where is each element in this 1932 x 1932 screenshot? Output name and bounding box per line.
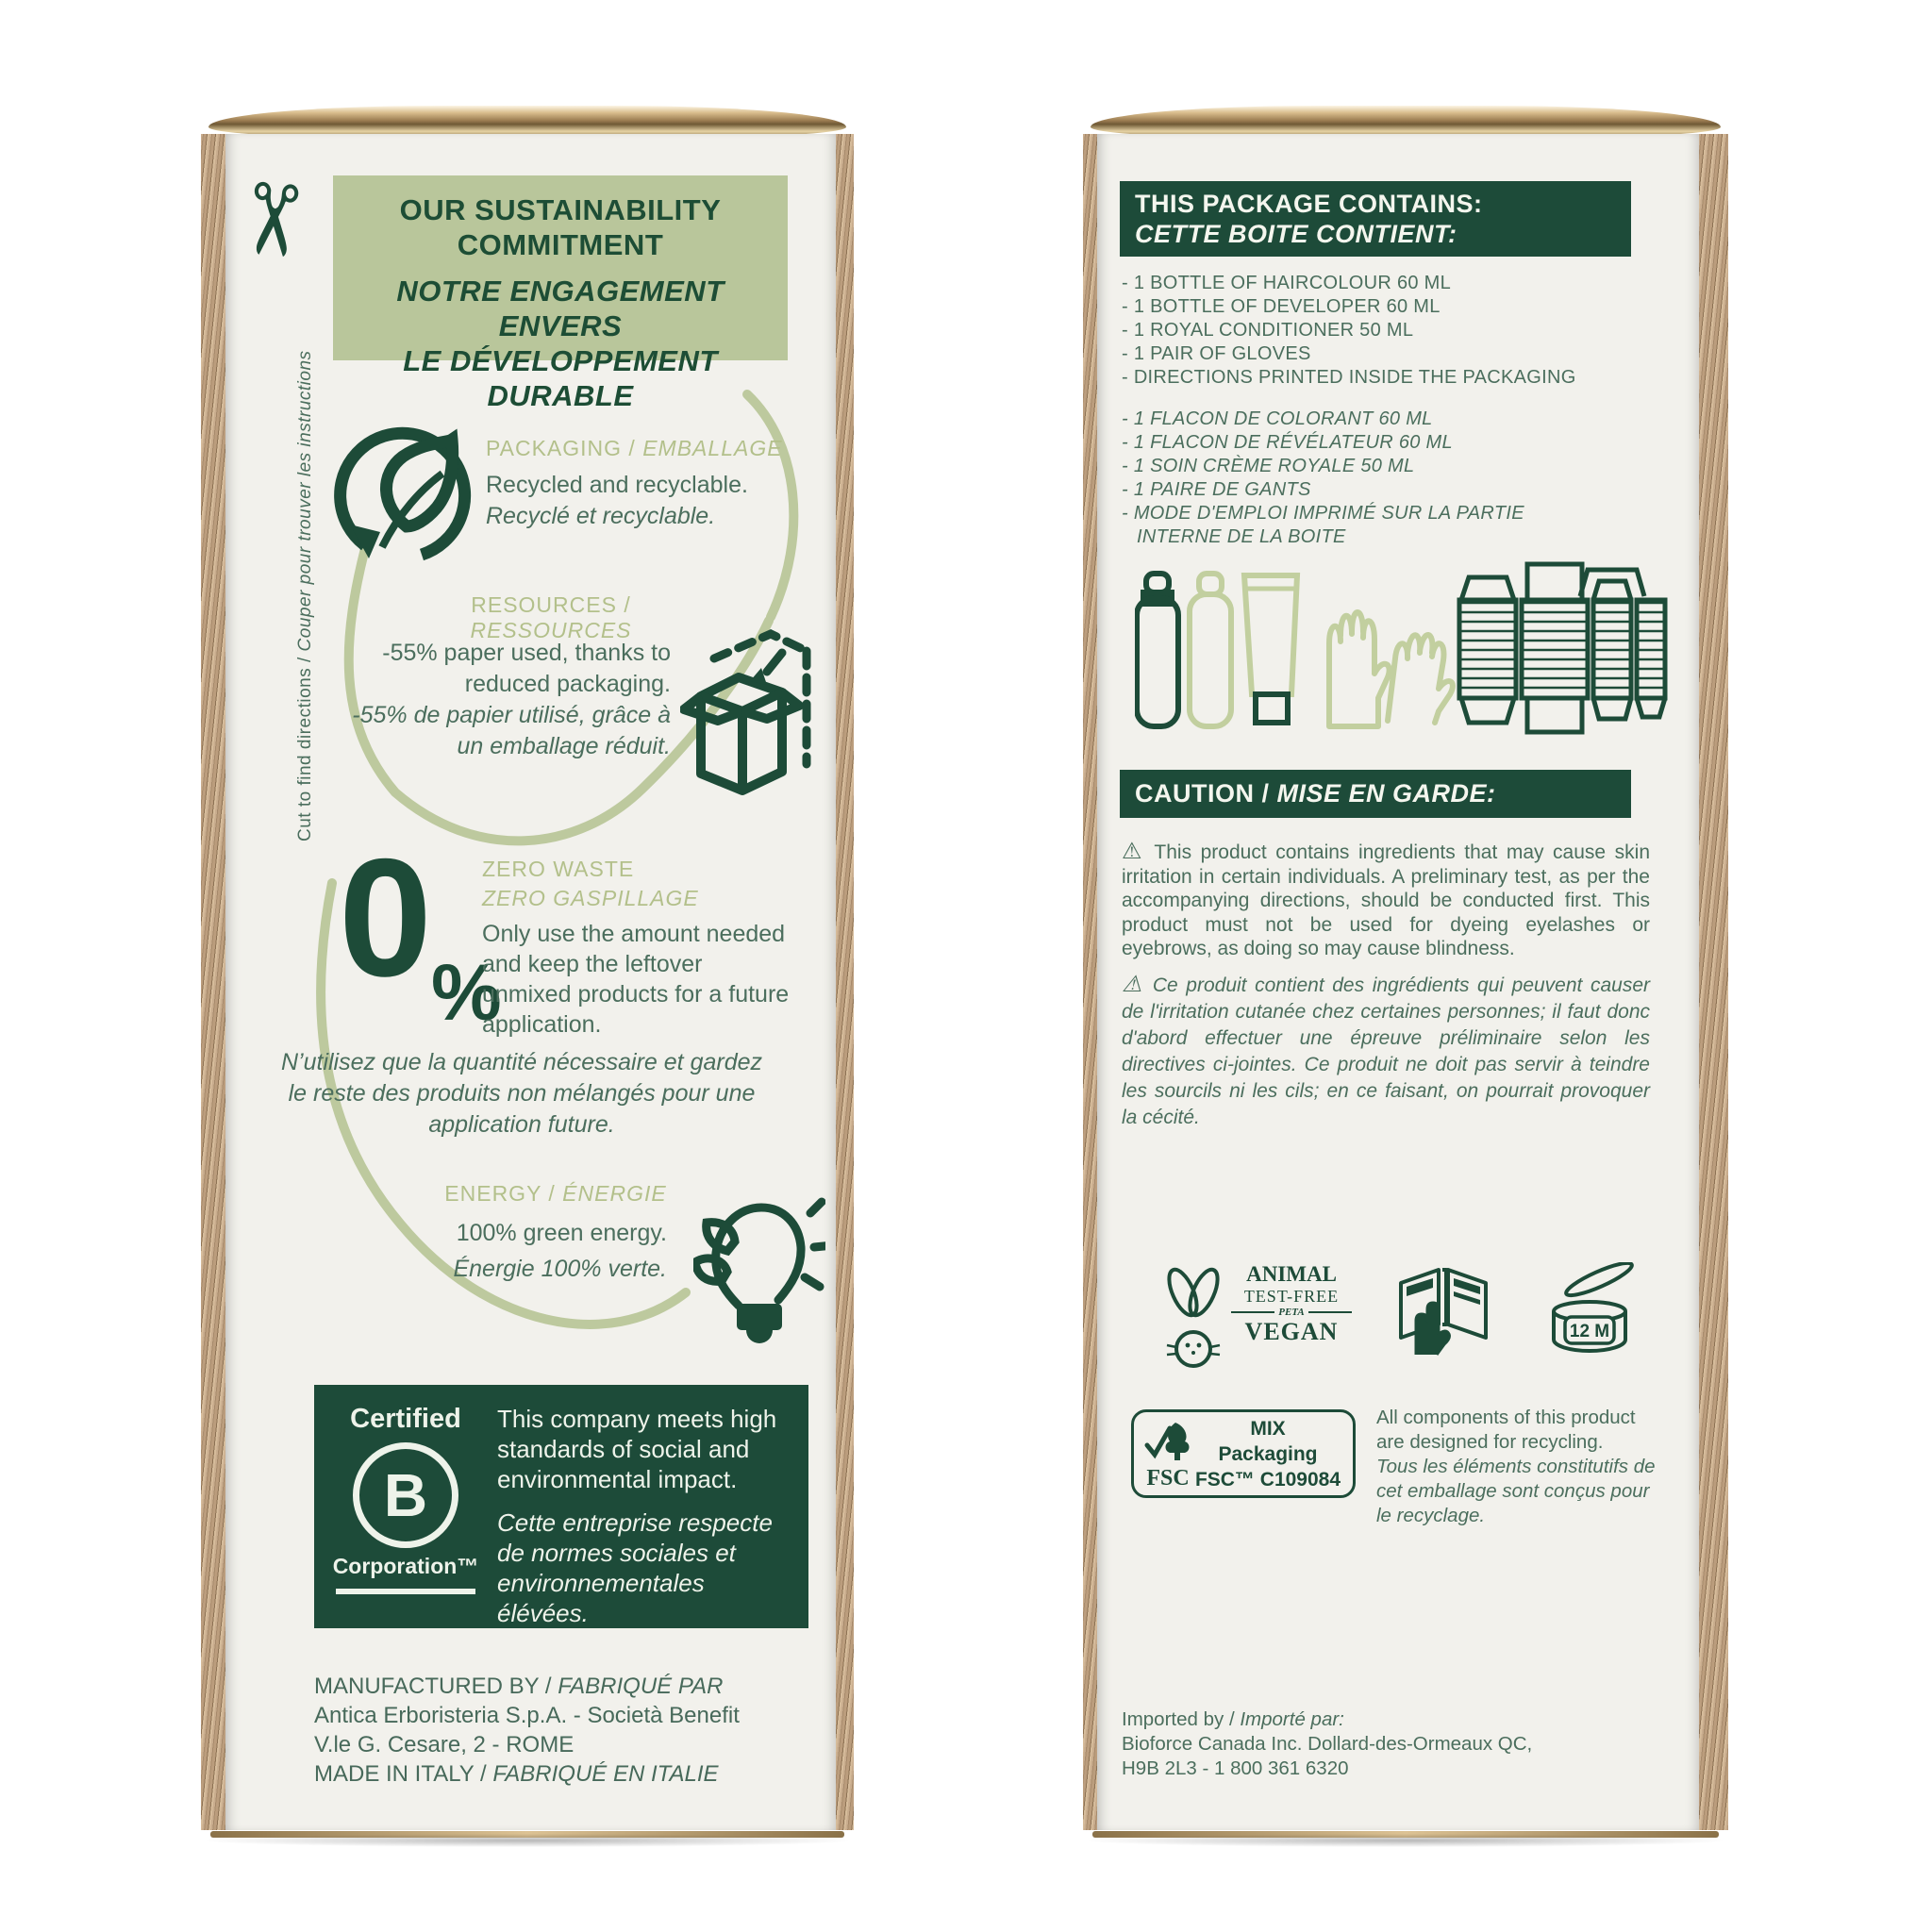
title-en-line2: COMMITMENT — [457, 228, 664, 261]
importer-contact: H9B 2L3 - 1 800 361 6320 — [1122, 1757, 1349, 1779]
title-fr-line2: LE DÉVELOPPEMENT DURABLE — [403, 344, 718, 412]
box-shadow — [1089, 1834, 1723, 1847]
list-item: INTERNE DE LA BOITE — [1137, 526, 1346, 547]
manufactured-heading-fr: FABRIQUÉ PAR — [558, 1674, 724, 1699]
recycling-note-en: All components of this product are designed for recycling. — [1376, 1407, 1636, 1453]
right-panel-face — [1097, 134, 1699, 1830]
jar-12m-label: 12 M — [1569, 1322, 1610, 1341]
right-box-panel — [1083, 106, 1728, 1840]
made-in-fr: FABRIQUÉ EN ITALIE — [492, 1761, 719, 1787]
list-item: - 1 FLACON DE RÉVÉLATEUR 60 ML — [1122, 432, 1453, 453]
peta-vegan-label: VEGAN — [1244, 1318, 1339, 1345]
box-right-edge — [836, 134, 854, 1830]
list-item: - 1 SOIN CRÈME ROYALE 50 ML — [1122, 456, 1415, 476]
box-left-edge — [1083, 134, 1097, 1830]
energy-body — [376, 1215, 667, 1287]
list-item: - 1 PAIR OF GLOVES — [1122, 343, 1311, 364]
list-item: - 1 PAIRE DE GANTS — [1122, 479, 1311, 500]
box-right-edge — [1699, 134, 1728, 1830]
read-leaflet-icon — [1390, 1262, 1499, 1357]
box-shadow — [207, 1834, 848, 1847]
bcorp-corporation-label: Corporation™ — [332, 1554, 479, 1578]
peta-bunny-icon — [1163, 1262, 1224, 1379]
caution-paragraph-fr — [1122, 972, 1650, 1131]
warning-icon: ⚠ — [1122, 839, 1146, 864]
zero-waste-heading-fr: ZERO GASPILLAGE — [482, 886, 699, 910]
fsc-logo — [1143, 1417, 1192, 1491]
zero-waste-heading-en: ZERO WASTE — [482, 857, 635, 881]
resources-body-en: -55% paper used, thanks to reduced packaging. — [382, 640, 671, 697]
manufactured-by-block — [314, 1672, 740, 1789]
energy-heading-en: ENERGY / — [444, 1181, 563, 1206]
peta-rule-left — [1231, 1311, 1274, 1313]
bcorp-text-en: This company meets high standards of social and environmental impact. — [497, 1405, 777, 1493]
left-panel-face — [212, 134, 836, 1830]
box-top-rim — [1091, 106, 1721, 138]
fsc-code: FSC™ C109084 — [1194, 1468, 1341, 1491]
zero-waste-body-fr: N’utilisez que la quantité nécessaire et gardez le reste des produits non mélangés pour une application future. — [280, 1049, 763, 1138]
resources-body — [348, 638, 671, 762]
bcorp-b-icon: B — [353, 1442, 458, 1548]
energy-body-fr: Énergie 100% verte. — [453, 1256, 667, 1282]
made-in-line — [314, 1759, 740, 1789]
contains-heading-fr: CETTE BOITE CONTIENT: — [1135, 220, 1457, 248]
sustainability-title-block — [333, 175, 788, 412]
bcorp-text-fr: Cette entreprise respecte de normes sociales et environnementales élévées. — [497, 1508, 773, 1627]
imported-heading — [1122, 1707, 1532, 1732]
peta-name-row — [1231, 1307, 1352, 1318]
zero-icon: 0 — [339, 824, 432, 1011]
green-energy-bulb-icon — [693, 1194, 825, 1345]
caution-band — [1120, 770, 1631, 818]
resources-heading-en: RESOURCES / — [471, 592, 631, 617]
bcorp-text — [480, 1404, 791, 1627]
fsc-packaging-label: Packaging — [1218, 1442, 1318, 1465]
cut-note-en: Cut to find directions / — [295, 651, 315, 841]
peta-testfree-label: TEST-FREE — [1243, 1287, 1340, 1306]
contents-list-en — [1122, 272, 1576, 390]
imported-heading-fr: Importé par: — [1240, 1708, 1344, 1730]
packaging-body — [486, 470, 797, 532]
manufacturer-address: V.le G. Cesare, 2 - ROME — [314, 1732, 575, 1757]
packaging-body-fr: Recyclé et recyclable. — [486, 503, 716, 529]
warning-icon: ⚠ — [1122, 972, 1145, 997]
importer-name: Bioforce Canada Inc. Dollard-des-Ormeaux QC, — [1122, 1733, 1533, 1755]
conditioner-tube-icon — [1244, 575, 1297, 723]
list-item: - 1 FLACON DE COLORANT 60 ML — [1122, 408, 1433, 429]
reduced-box-icon — [680, 623, 812, 797]
recycling-note — [1376, 1406, 1665, 1528]
box-left-edge — [201, 134, 225, 1830]
caution-text-en: This product contains ingredients that may cause skin irritation in certain individuals. A preliminary test, as per the accompanying directions, should be conducted first. This product must not be used for dyeing eyelashes or eyebrows, as doing so may cause blindness. — [1122, 841, 1650, 959]
energy-body-en: 100% green energy. — [456, 1220, 667, 1246]
packaging-heading-fr: EMBALLAGE — [642, 436, 783, 460]
resources-heading — [395, 592, 707, 643]
energy-heading-fr: ÉNERGIE — [562, 1181, 667, 1206]
period-after-opening-icon — [1541, 1262, 1639, 1360]
caution-heading-fr: MISE EN GARDE: — [1276, 779, 1496, 808]
peta-label: PETA — [1278, 1307, 1305, 1318]
peta-animal-label: ANIMAL — [1246, 1262, 1337, 1286]
zero-waste-body-en: Only use the amount needed and keep the leftover unmixed products for a future application. — [482, 921, 790, 1038]
bcorp-logo — [331, 1404, 480, 1609]
fsc-tree-icon — [1143, 1417, 1192, 1466]
bcorp-underline — [336, 1589, 475, 1594]
fsc-label: FSC — [1146, 1465, 1190, 1491]
packaging-heading — [486, 436, 783, 461]
energy-heading — [414, 1181, 697, 1207]
left-box-panel — [201, 106, 854, 1840]
made-in-en: MADE IN ITALY / — [314, 1761, 493, 1787]
cut-to-find-directions-note — [295, 299, 316, 841]
carton-layout-icon — [1459, 564, 1665, 732]
resources-heading-fr: RESSOURCES — [470, 618, 632, 642]
caution-paragraph-en — [1122, 840, 1650, 961]
bcorp-certified-label: Certified — [350, 1404, 461, 1434]
fsc-certification-box — [1131, 1409, 1356, 1498]
caution-text-fr: Ce produit contient des ingrédients qui peuvent causer de l'irritation cutanée chez certaines personnes; il faut donc d'abord effectuer une épreuve préliminaire selon les directives ci-jointes. Ce produit ne doit pas servir à teindre les sourcils ni les cils; en ce faisant, on pourrait provoquer la cécité. — [1122, 974, 1650, 1128]
resources-body-fr: -55% de papier utilisé, grâce à un emballage réduit. — [352, 702, 671, 759]
imported-by-block — [1122, 1707, 1532, 1781]
recyclable-leaf-icon — [331, 415, 482, 571]
packaging-heading-en: PACKAGING / — [486, 436, 643, 460]
gloves-icon — [1329, 612, 1453, 726]
cut-note-fr: Couper pour trouver les instructions — [295, 350, 315, 652]
list-item: - 1 BOTTLE OF DEVELOPER 60 ML — [1122, 296, 1441, 317]
recycling-note-fr: Tous les éléments constitutifs de cet emballage sont conçus pour le recyclage. — [1376, 1456, 1656, 1526]
list-item: - MODE D'EMPLOI IMPRIMÉ SUR LA PARTIE — [1122, 503, 1524, 524]
developer-bottle-icon — [1190, 574, 1231, 726]
box-top-rim — [208, 106, 846, 138]
peta-text-block — [1231, 1262, 1352, 1346]
list-item: - DIRECTIONS PRINTED INSIDE THE PACKAGING — [1122, 367, 1576, 388]
list-item: - 1 BOTTLE OF HAIRCOLOUR 60 ML — [1122, 273, 1452, 293]
manufactured-heading-en: MANUFACTURED BY / — [314, 1674, 558, 1699]
fsc-mix-block — [1192, 1416, 1343, 1492]
caution-heading-en: CAUTION / — [1135, 779, 1277, 808]
packaging-body-en: Recycled and recyclable. — [486, 472, 748, 498]
fsc-mix-label: MIX — [1250, 1417, 1286, 1440]
list-item: - 1 ROYAL CONDITIONER 50 ML — [1122, 320, 1414, 341]
title-fr-line1: NOTRE ENGAGEMENT ENVERS — [396, 275, 724, 342]
peta-rule-right — [1308, 1311, 1352, 1313]
manufactured-heading — [314, 1672, 740, 1701]
contains-heading-en: THIS PACKAGE CONTAINS: — [1135, 190, 1483, 218]
zero-waste-heading — [482, 855, 699, 913]
package-contains-band — [1120, 181, 1631, 257]
imported-heading-en: Imported by / — [1122, 1708, 1241, 1730]
certification-badges-row — [1163, 1262, 1639, 1379]
title-en-line1: OUR SUSTAINABILITY — [399, 193, 722, 226]
scissors-icon: ✂ — [212, 174, 330, 266]
bcorp-certified-block — [314, 1385, 808, 1628]
percent-icon: % — [431, 948, 502, 1037]
contents-list-fr — [1122, 408, 1524, 549]
haircolour-bottle-icon — [1137, 574, 1178, 726]
manufacturer-name: Antica Erboristeria S.p.A. - Società Benefit — [314, 1703, 740, 1728]
package-contents-icons — [1135, 560, 1669, 740]
